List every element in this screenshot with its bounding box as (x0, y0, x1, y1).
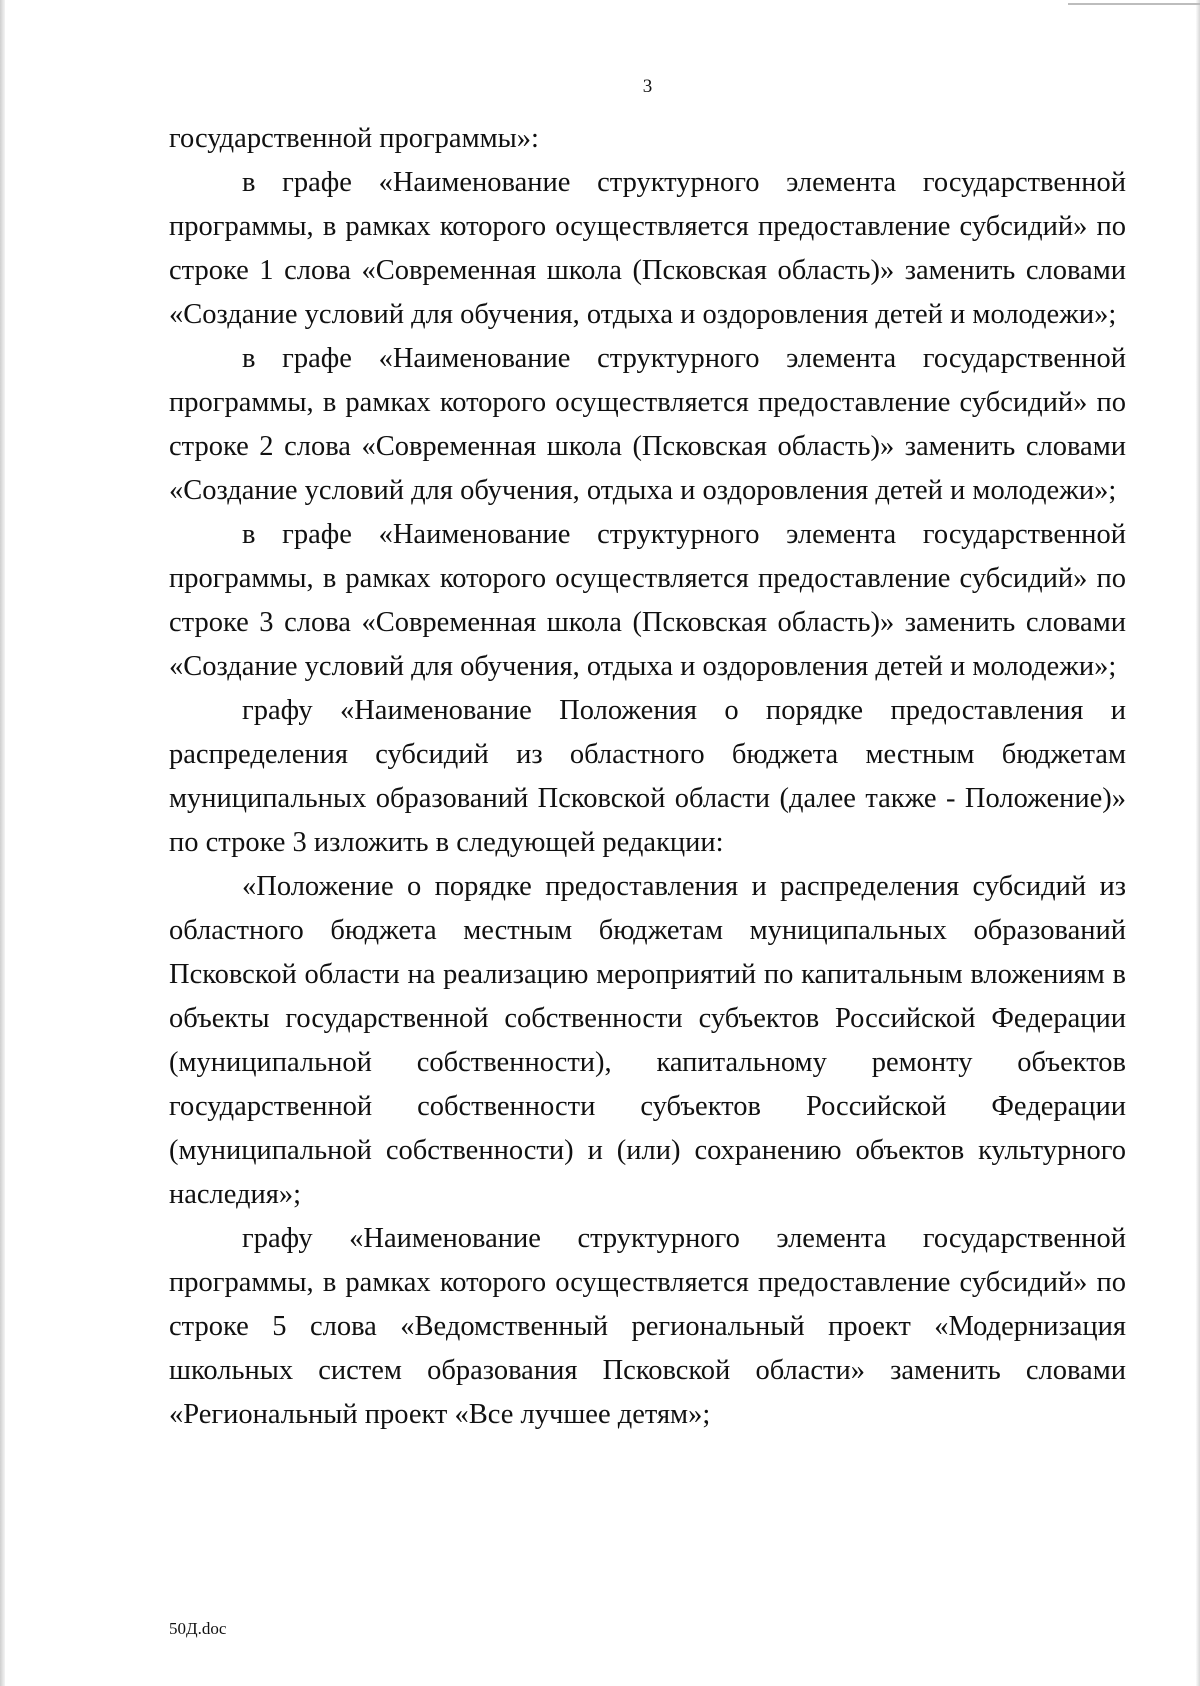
scan-artifact-line (1068, 3, 1200, 5)
paragraph-row-1: в графе «Наименование структурного элемента государственной программы, в рамках которого осуществляется предоставление субсидий» по строке 1 слова «Современная школа (Псковская область)» заменить словами «Создание условий для обучения, отдыха и оздоровления детей и молодежи»; (169, 167, 1126, 330)
paragraph-regulation-title: графу «Наименование Положения о порядке предоставления и распределения субсидий из областного бюджета местным бюджетам муниципальных образований Псковской области (далее также - Положение)» по строке 3 изложить в следующей редакции: (169, 695, 1126, 858)
paragraph-row-2: в графе «Наименование структурного элемента государственной программы, в рамках которого осуществляется предоставление субсидий» по строке 2 слова «Современная школа (Псковская область)» заменить словами «Создание условий для обучения, отдыха и оздоровления детей и молодежи»; (169, 343, 1126, 506)
paragraph-row-5: графу «Наименование структурного элемента государственной программы, в рамках которого осуществляется предоставление субсидий» по строке 5 слова «Ведомственный региональный проект «Модернизация школьных систем образования Псковской области» заменить словами «Региональный проект «Все лучшее детям»; (169, 1223, 1126, 1430)
paragraph-regulation-text: «Положение о порядке предоставления и распределения субсидий из областного бюджета местным бюджетам муниципальных образований Псковской области на реализацию мероприятий по капитальным вложениям в объекты государственной собственности субъектов Российской Федерации (муниципальной собственности), капитальному ремонту объектов государственной собственности субъектов Российской Федерации (муниципальной собственности) и (или) сохранению объектов культурного наследия»; (169, 871, 1126, 1210)
paragraph-row-3: в графе «Наименование структурного элемента государственной программы, в рамках которого осуществляется предоставление субсидий» по строке 3 слова «Современная школа (Псковская область)» заменить словами «Создание условий для обучения, отдыха и оздоровления детей и молодежи»; (169, 519, 1126, 682)
scan-edge-left (0, 0, 5, 1686)
scan-edge-right (1196, 0, 1200, 1686)
page-number: 3 (642, 76, 653, 97)
footer-filename: 50Д.doc (169, 1619, 227, 1638)
document-body (169, 117, 1126, 1437)
continuation-line: государственной программы»: (169, 123, 539, 154)
